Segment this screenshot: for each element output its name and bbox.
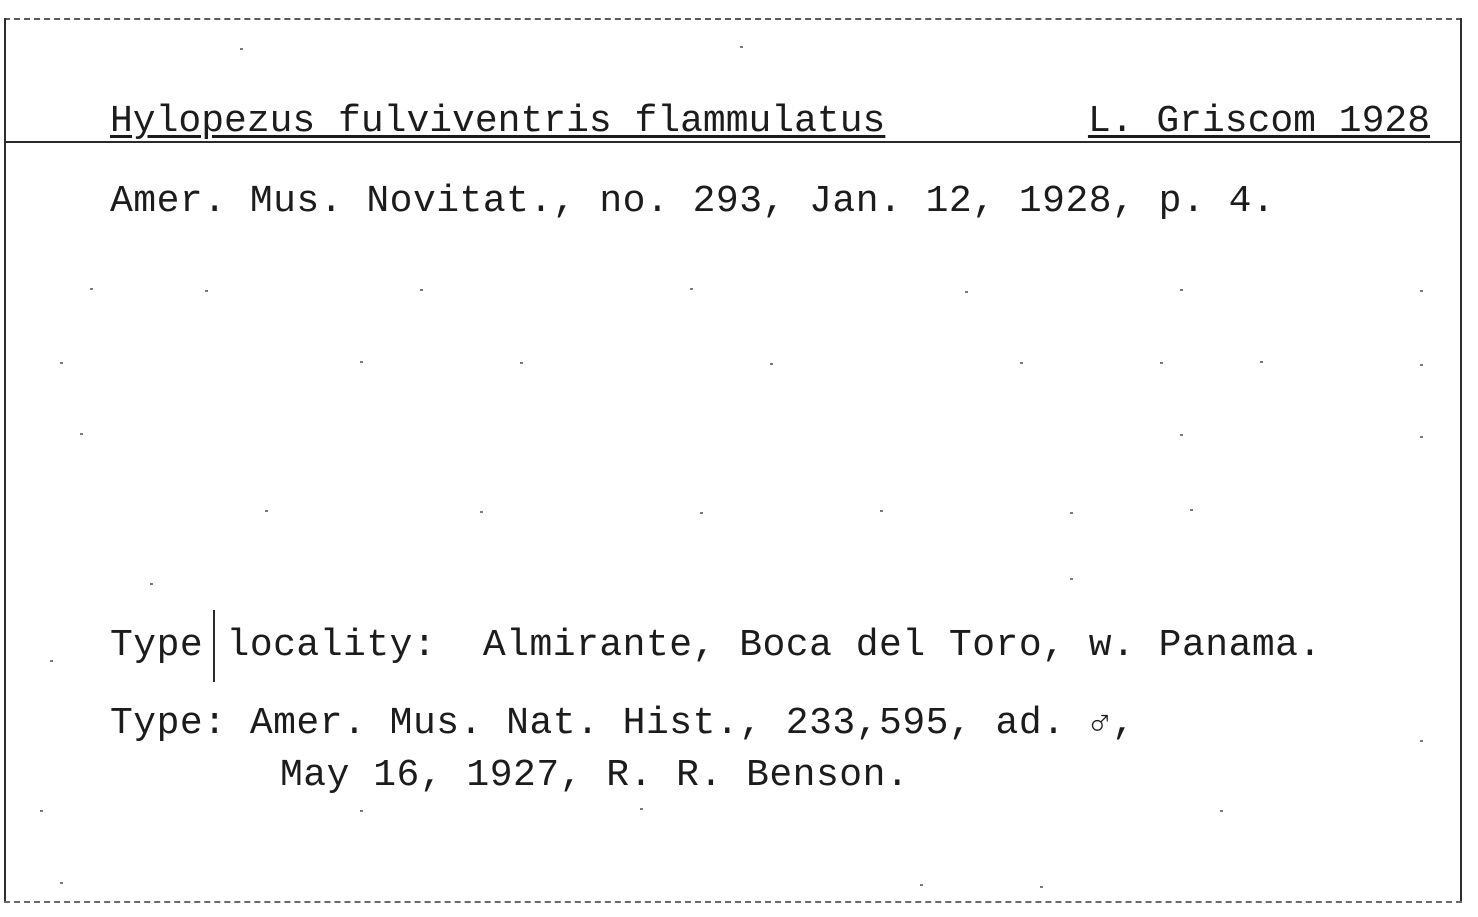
card-left-edge: [4, 18, 6, 903]
species-name: Hylopezus fulviventris flammulatus: [110, 100, 886, 143]
author-year: L. Griscom 1928: [1087, 100, 1430, 143]
type-specimen-line-1: Type: Amer. Mus. Nat. Hist., 233,595, ad. ♂,: [110, 702, 1136, 745]
citation: Amer. Mus. Novitat., no. 293, Jan. 12, 1928, p. 4.: [110, 180, 1276, 223]
card-bottom-edge: [4, 901, 1462, 903]
type-specimen-line-2: May 16, 1927, R. R. Benson.: [280, 754, 910, 797]
card-top-edge: [4, 18, 1462, 20]
stray-vertical-mark: [213, 610, 215, 682]
type-locality: Type locality: Almirante, Boca del Toro, w. Panama.: [110, 624, 1322, 667]
card-heading: [110, 100, 1430, 144]
card-right-edge: [1460, 18, 1462, 903]
